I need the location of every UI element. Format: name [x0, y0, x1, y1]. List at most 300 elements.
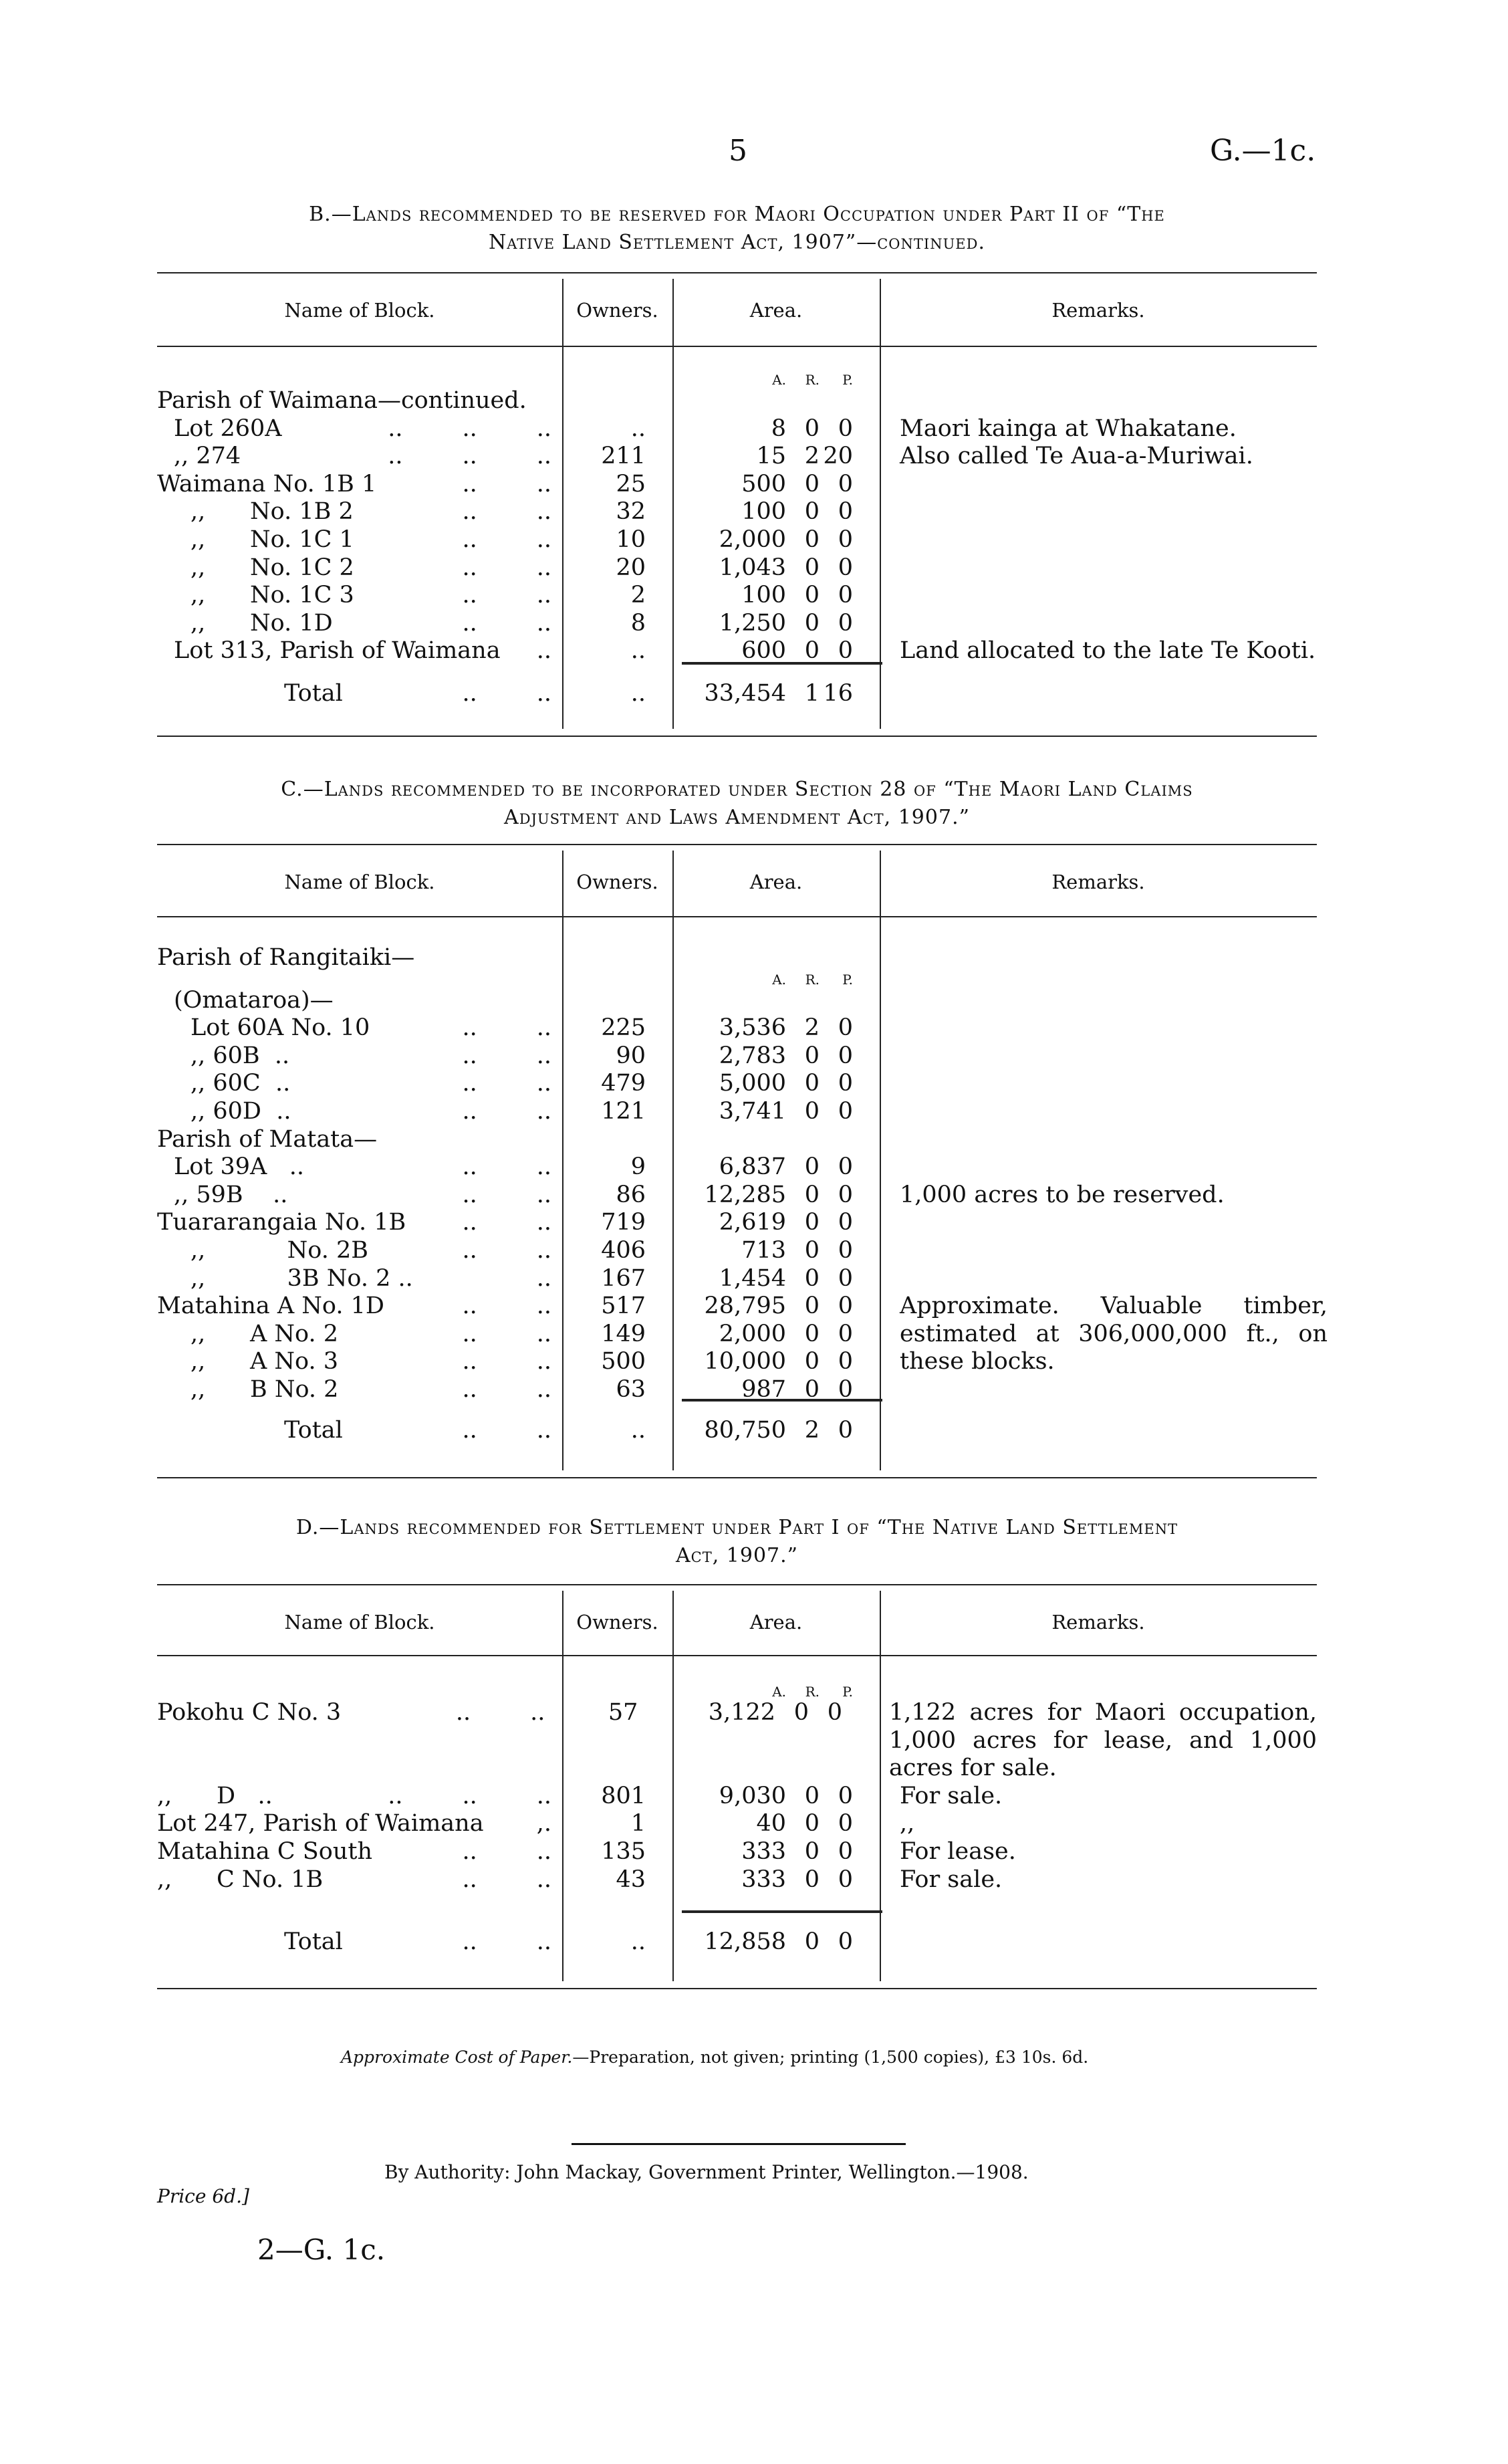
remarks-cell [880, 1810, 1317, 1838]
section-title-line: B.—Lands recommended to be reserved for Maori Occupation under Part II of “The [309, 203, 1165, 226]
owners-count: 719 [601, 1209, 646, 1236]
block-name-cell [157, 1866, 562, 1894]
remarks-cell [880, 1237, 1317, 1265]
area-cell [672, 987, 880, 1015]
block-name: ,, B No. 2 [191, 1375, 339, 1403]
area-perches [820, 1126, 853, 1154]
area-roods: 2 [804, 443, 820, 470]
table-row [157, 610, 1317, 638]
area-acres: 28,795 [704, 1293, 786, 1320]
area-acres: 6,837 [719, 1153, 786, 1181]
area-perches: 0 [838, 1782, 853, 1809]
leader-dots: ,. [536, 1810, 551, 1837]
area-acres: 5,000 [719, 1070, 786, 1097]
total-acres: 12,858 [704, 1928, 786, 1955]
owners-count [562, 1126, 672, 1154]
area-cell [672, 1070, 880, 1098]
block-name: (Omataroa)— [174, 986, 334, 1014]
area-roods: 0 [804, 1070, 820, 1097]
block-name: Lot 313, Parish of Waimana [174, 637, 501, 665]
area-perches: 0 [838, 415, 853, 442]
leader-dots: .. .. [462, 526, 551, 553]
leader-dots: .. .. [462, 470, 551, 497]
leader-dots: .. .. [462, 1293, 551, 1320]
area-perches: 0 [838, 1293, 853, 1320]
block-name-cell [157, 944, 562, 972]
area-cell [672, 637, 880, 665]
column-header-area: Area. [749, 1611, 803, 1634]
column-header-name: Name of Block. [284, 871, 435, 893]
total-row [157, 1417, 1317, 1445]
remarks-cell [880, 1376, 1317, 1404]
footer-rule [572, 2143, 906, 2145]
remarks-text: ,, [900, 1810, 915, 1837]
owners-count: .. [630, 415, 646, 442]
unit-perches: P. [842, 971, 853, 988]
table-row [157, 1209, 1317, 1237]
owners-count: 479 [601, 1070, 646, 1097]
area-perches: 0 [838, 1014, 853, 1042]
area-acres [679, 987, 786, 1015]
table-row [157, 1265, 1317, 1293]
block-name: ,, D .. [157, 1782, 273, 1809]
area-perches: 0 [838, 1264, 853, 1292]
leader-dots: .. .. [462, 1014, 551, 1042]
area-cell [672, 443, 880, 471]
block-name-cell [157, 1237, 562, 1265]
block-name-cell [157, 582, 562, 610]
unit-roods: R. [805, 1684, 820, 1700]
remarks-cell [880, 498, 1317, 526]
block-name: ,, No. 1D [191, 609, 333, 637]
table-row [157, 1237, 1317, 1265]
owners-count: 20 [616, 554, 646, 581]
table-row [157, 1321, 1317, 1349]
area-acres: 1,043 [719, 554, 786, 581]
area-cell [672, 1098, 880, 1126]
table-row [157, 526, 1317, 554]
area-units [672, 972, 880, 987]
remarks-cell [880, 1265, 1317, 1293]
remarks-cell [880, 1182, 1317, 1210]
owners-count [562, 944, 672, 972]
table-body [157, 944, 1328, 1404]
table-row [157, 1866, 1317, 1894]
block-name: Lot 60A No. 10 [191, 1014, 370, 1042]
area-roods: 0 [804, 526, 820, 553]
area-cell [672, 944, 880, 972]
area-perches: 0 [838, 1837, 853, 1865]
block-name-cell [157, 987, 562, 1015]
table-row-total [157, 680, 1317, 708]
area-roods: 0 [804, 1320, 820, 1347]
area-units [672, 372, 880, 387]
area-cell [672, 1014, 880, 1042]
column-header-area: Area. [749, 871, 803, 893]
area-cell [672, 1783, 880, 1811]
total-perches: 16 [823, 680, 853, 707]
unit-acres: A. [772, 1684, 786, 1700]
area-cell [672, 582, 880, 610]
block-name-cell [157, 1014, 562, 1042]
area-roods: 0 [804, 415, 820, 442]
area-perches: 0 [838, 1236, 853, 1264]
table-row [157, 1783, 1317, 1811]
area-roods [786, 987, 820, 1015]
cost-note [341, 2047, 1088, 2067]
area-perches: 0 [838, 1810, 853, 1837]
remarks-cell [880, 443, 1317, 471]
area-perches: 0 [838, 637, 853, 665]
total-roods: 1 [804, 680, 820, 707]
owners-count: .. [630, 637, 646, 665]
total-label: Total [284, 1417, 343, 1444]
area-acres [679, 1126, 786, 1154]
section-d-table [157, 1584, 1317, 1988]
owners-count: 10 [616, 526, 646, 553]
column-header-owners: Owners. [576, 1611, 658, 1634]
area-roods: 0 [804, 498, 820, 526]
area-perches: 20 [823, 443, 853, 470]
area-roods: 2 [804, 1014, 820, 1042]
owners-count: 500 [601, 1348, 646, 1375]
remarks-cell [880, 1293, 1328, 1375]
table-top-rule [157, 844, 1317, 845]
area-acres: 2,000 [719, 1320, 786, 1347]
area-perches: 0 [838, 609, 853, 637]
column-header-remarks: Remarks. [1051, 299, 1145, 322]
block-name: ,, No. 2B [191, 1236, 368, 1264]
area-perches: 0 [838, 526, 853, 553]
area-cell [672, 1153, 880, 1182]
remarks-cell [880, 1348, 1317, 1376]
area-acres: 40 [756, 1810, 786, 1837]
area-acres: 15 [756, 443, 786, 470]
owners-count: 2 [630, 582, 646, 609]
table-row-total [157, 1928, 1317, 1956]
area-cell [672, 387, 880, 415]
area-roods: 0 [804, 1866, 820, 1893]
block-name-cell [157, 526, 562, 554]
column-header-owners: Owners. [576, 299, 658, 322]
cost-text: —Preparation, not given; printing (1,500 copies), £3 10s. 6d. [572, 2047, 1089, 2067]
area-acres: 3,536 [719, 1014, 786, 1042]
table-row [157, 1838, 1317, 1866]
block-name-cell [157, 1153, 562, 1182]
leader-dots: .. .. [455, 1699, 545, 1726]
area-roods: 0 [804, 1209, 820, 1236]
owners-count: 121 [601, 1097, 646, 1125]
table-row [157, 443, 1317, 471]
area-cell [672, 1293, 880, 1321]
area-units-row [157, 972, 1317, 987]
area-acres: 100 [741, 582, 786, 609]
table-row [157, 582, 1317, 610]
table-row [157, 1070, 1317, 1098]
leader-dots: .. .. [462, 1153, 551, 1181]
area-perches [820, 387, 853, 415]
owners-count: 86 [616, 1181, 646, 1208]
area-cell [664, 1699, 869, 1783]
section-b-title [157, 201, 1317, 257]
block-name-cell [157, 1126, 562, 1154]
section-title-line: D.—Lands recommended for Settlement under Part I of “The Native Land Settlement [295, 1516, 1178, 1539]
owners-count: 9 [630, 1153, 646, 1181]
remarks-cell [869, 1699, 1317, 1783]
remarks-text: For sale. [900, 1866, 1003, 1893]
block-name-cell [157, 415, 562, 443]
block-name-cell [157, 1783, 562, 1811]
area-perches: 0 [838, 1042, 853, 1069]
owners-count: 149 [601, 1320, 646, 1347]
remarks-text: For sale. [900, 1782, 1003, 1809]
area-perches: 0 [838, 582, 853, 609]
leader-dots: .. .. [462, 582, 551, 609]
table-row [157, 1098, 1317, 1126]
section-title-line: C.—Lands recommended to be incorporated under Section 28 of “The Maori Land Claims [281, 778, 1193, 801]
total-roods: 0 [804, 1928, 820, 1955]
table-header [157, 871, 1317, 893]
remarks-cell [880, 637, 1317, 665]
spacer [562, 1684, 672, 1699]
remarks-cell [880, 582, 1317, 610]
block-name-cell [157, 1098, 562, 1126]
table-bottom-rule [157, 736, 1317, 737]
leader-dots: .. .. [462, 1236, 551, 1264]
spacer [157, 972, 562, 987]
remarks-cell [880, 1783, 1317, 1811]
area-cell [672, 554, 880, 582]
block-name: Parish of Rangitaiki— [157, 944, 415, 971]
area-cell [672, 471, 880, 499]
leader-dots: .. .. [462, 1866, 551, 1893]
table-bottom-rule [157, 1988, 1317, 1989]
leader-dots: .. .. .. [388, 1782, 551, 1809]
area-cell [672, 415, 880, 443]
owners-count: 167 [601, 1264, 646, 1292]
block-name: ,, 60D .. [191, 1097, 291, 1125]
signature-mark: 2—G. 1c. [257, 2233, 386, 2266]
document-reference: G.—1c. [1210, 134, 1316, 168]
table-row [157, 1182, 1317, 1210]
area-perches: 0 [838, 1348, 853, 1375]
table-row [157, 471, 1317, 499]
area-perches [820, 944, 853, 972]
total-label: Total [284, 1928, 343, 1955]
block-name: Pokohu C No. 3 [157, 1699, 342, 1726]
block-name: ,, 60C .. [191, 1070, 291, 1097]
area-cell [672, 1209, 880, 1237]
unit-perches: P. [842, 372, 853, 388]
area-perches: 0 [838, 1070, 853, 1097]
block-name: ,, A No. 2 [191, 1320, 339, 1347]
block-name-cell [157, 1699, 555, 1783]
area-perches: 0 [838, 1375, 853, 1403]
area-roods: 0 [804, 609, 820, 637]
block-name: ,, No. 1B 2 [191, 498, 354, 526]
area-cell [672, 1237, 880, 1265]
area-acres: 333 [741, 1866, 786, 1893]
area-roods: 0 [804, 470, 820, 497]
area-perches [820, 987, 853, 1015]
area-perches: 0 [838, 470, 853, 497]
remarks-text: 1,122 acres for Maori occupation, 1,000 acres for lease, and 1,000 acres for sale. [889, 1699, 1317, 1782]
owners-count: 57 [608, 1699, 638, 1726]
section-title-line: Adjustment and Laws Amendment Act, 1907.” [504, 806, 970, 829]
block-name: Tuararangaia No. 1B [157, 1209, 406, 1236]
area-perches: 0 [838, 554, 853, 581]
area-acres: 1,454 [719, 1264, 786, 1292]
area-cell [672, 1838, 880, 1866]
total-name-cell [157, 680, 562, 708]
total-owners: .. [630, 680, 646, 707]
area-roods: 0 [804, 1837, 820, 1865]
total-name-cell [157, 1928, 562, 1956]
area-cell [672, 1321, 880, 1349]
remarks-text: Maori kainga at Whakatane. [900, 415, 1237, 442]
area-cell [672, 1376, 880, 1404]
page-number: 5 [729, 134, 747, 168]
area-cell [672, 610, 880, 638]
table-top-rule [157, 272, 1317, 273]
spacer [157, 1684, 562, 1699]
block-name: ,, 60B .. [191, 1042, 290, 1069]
total-area [672, 1928, 880, 1956]
block-name: Lot 260A [174, 415, 282, 442]
remarks-text: 1,000 acres to be reserved. [900, 1181, 1225, 1208]
area-perches: 0 [838, 1866, 853, 1893]
total-owners: .. [630, 1417, 646, 1444]
section-b-table [157, 272, 1317, 736]
area-roods [786, 1126, 820, 1154]
area-cell [672, 1182, 880, 1210]
column-header-area: Area. [749, 299, 803, 322]
table-row [157, 1153, 1317, 1182]
total-owners: .. [630, 1928, 646, 1955]
section-c-table [157, 844, 1328, 1477]
area-acres: 12,285 [704, 1181, 786, 1208]
block-name-cell [157, 1042, 562, 1071]
area-acres: 2,783 [719, 1042, 786, 1069]
total-acres: 33,454 [704, 680, 786, 707]
leader-dots: .. .. [462, 554, 551, 581]
block-name: ,, 59B .. [174, 1181, 288, 1208]
table-bottom-rule [157, 1477, 1317, 1478]
table-row [157, 1376, 1317, 1404]
area-roods: 0 [804, 1375, 820, 1403]
area-roods: 0 [804, 1181, 820, 1208]
price: Price 6d.] [157, 2185, 249, 2207]
block-name-cell [157, 1810, 562, 1838]
area-roods [786, 944, 820, 972]
block-name: Parish of Matata— [157, 1125, 378, 1153]
total-area [672, 1417, 880, 1445]
leader-dots: .. .. [462, 1070, 551, 1097]
table-row [157, 554, 1317, 582]
block-name-cell [157, 471, 562, 499]
area-cell [672, 498, 880, 526]
remarks-cell [880, 471, 1317, 499]
table-header [157, 1611, 1317, 1634]
area-acres: 10,000 [704, 1348, 786, 1375]
remarks-cell [880, 1070, 1317, 1098]
block-name: Lot 39A .. [174, 1153, 304, 1181]
area-units-row [157, 1684, 1317, 1699]
spacer [562, 972, 672, 987]
header-bottom-rule [157, 916, 1317, 917]
area-perches: 0 [838, 1181, 853, 1208]
block-name-cell [157, 1070, 562, 1098]
area-acres: 987 [741, 1375, 786, 1403]
block-name: ,, No. 1C 2 [191, 554, 354, 581]
total-row [157, 680, 1317, 708]
cost-label: Approximate Cost of Paper. [341, 2047, 573, 2067]
block-name-cell [157, 387, 562, 415]
remarks-cell [880, 1321, 1317, 1349]
leader-dots: .. .. [462, 1042, 551, 1069]
leader-dots: .. .. [462, 1417, 551, 1444]
block-name-cell [157, 498, 562, 526]
block-name: Matahina C South [157, 1837, 373, 1865]
remarks-cell [880, 1014, 1317, 1042]
remarks-cell [880, 1042, 1317, 1071]
block-name: Waimana No. 1B 1 [157, 470, 377, 497]
leader-dots: .. .. [462, 1375, 551, 1403]
column-header-remarks: Remarks. [1051, 871, 1145, 893]
block-name-cell [157, 443, 562, 471]
area-roods: 0 [804, 1348, 820, 1375]
table-body [157, 372, 1317, 665]
area-roods: 0 [804, 1782, 820, 1809]
table-row [157, 1348, 1317, 1376]
owners-count: 8 [630, 609, 646, 637]
area-roods: 0 [804, 554, 820, 581]
area-cell [672, 1126, 880, 1154]
leader-dots: .. [536, 637, 551, 665]
area-cell [672, 1866, 880, 1894]
table-row [157, 944, 1317, 972]
area-roods: 0 [804, 1293, 820, 1320]
owners-count: 406 [601, 1236, 646, 1264]
table-body [157, 1684, 1317, 1894]
area-acres: 9,030 [719, 1782, 786, 1809]
area-acres: 8 [771, 415, 786, 442]
block-name: Parish of Waimana—continued. [157, 387, 527, 414]
total-perches: 0 [838, 1417, 853, 1444]
area-roods: 0 [804, 1264, 820, 1292]
area-perches: 0 [838, 1153, 853, 1181]
owners-count: 43 [616, 1866, 646, 1893]
remarks-cell [880, 1126, 1317, 1154]
area-perches: 0 [838, 1320, 853, 1347]
block-name: ,, No. 1C 3 [191, 582, 354, 609]
area-cell [672, 1348, 880, 1376]
leader-dots: .. .. [462, 1097, 551, 1125]
section-c-title [157, 776, 1317, 832]
column-header-name: Name of Block. [284, 1611, 435, 1634]
leader-dots: .. .. .. [388, 415, 551, 442]
total-rule [682, 1910, 882, 1913]
owners-count: 90 [616, 1042, 646, 1069]
block-name-cell [157, 1348, 562, 1376]
remarks-text: Land allocated to the late Te Kooti. [900, 637, 1316, 665]
area-cell [672, 1265, 880, 1293]
table-row [157, 1126, 1317, 1154]
leader-dots: .. .. [462, 609, 551, 637]
area-acres: 3,741 [719, 1097, 786, 1125]
leader-dots: .. .. [462, 1320, 551, 1347]
unit-acres: A. [772, 372, 786, 388]
